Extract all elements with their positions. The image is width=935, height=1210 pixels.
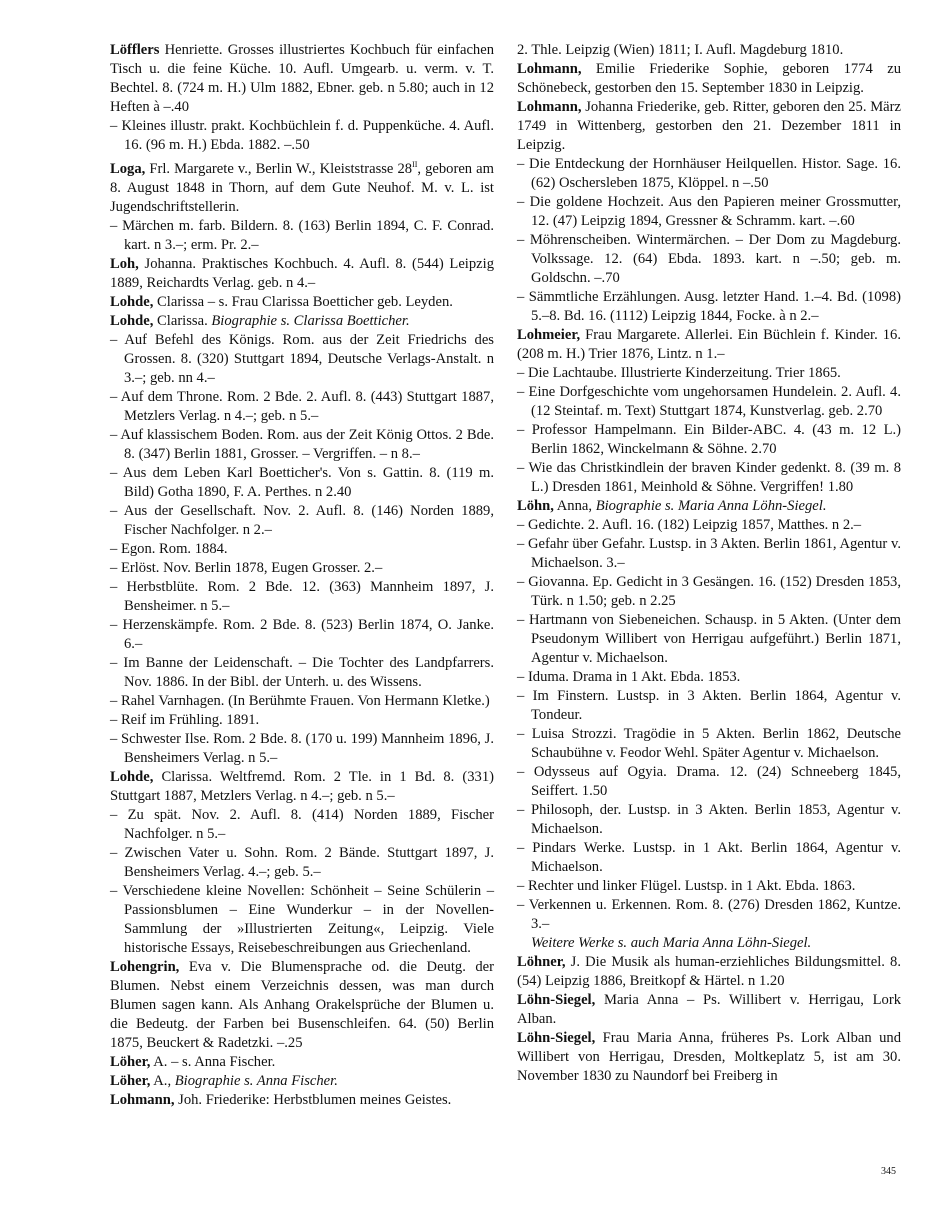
entry-headword: Loh, [110, 255, 139, 272]
entry-text: Clarissa. [157, 312, 208, 329]
entry-text: Johanna. Praktisches Kochbuch. 4. Aufl. 8. (544) Leipzig 1889, Reichardts Verlag. geb. n 4.– [110, 255, 494, 291]
work-item [517, 573, 901, 611]
entry-text: Anna, [556, 498, 593, 514]
entry-text: Joh. Friederike: Herbstblumen meines Geistes. [178, 1091, 452, 1108]
work-item-text: – Die Lachtaube. Illustrierte Kinderzeitung. Trier 1865. [517, 365, 841, 381]
work-item [110, 502, 494, 540]
work-item-text: – Aus der Gesellschaft. Nov. 2. Aufl. 8. (146) Norden 1889, Fischer Nachfolger. n 2.– [110, 502, 494, 538]
continuation-line [517, 41, 901, 60]
entry-biography-reference: Biographie s. Anna Fischer. [174, 1072, 338, 1089]
entry-text: Maria Anna – Ps. Willibert v. Herrigau, Lork Alban. [517, 992, 902, 1027]
entry-biography-reference: Biographie s. Maria Anna Löhn-Siegel. [595, 498, 827, 514]
entry-superscript: II [412, 160, 418, 169]
work-item-text: – Gedichte. 2. Aufl. 16. (182) Leipzig 1857, Matthes. n 2.– [517, 517, 862, 533]
work-item [517, 421, 901, 459]
entry-headword: Löher, [110, 1053, 151, 1070]
index-entry [110, 41, 494, 117]
right-column [517, 41, 901, 1086]
entry-headword: Löhner, [517, 954, 566, 970]
entry-text: Frau Margarete. Allerlei. Ein Büchlein f. Kinder. 16. (208 m. H.) Trier 1876, Lintz. n 1.– [517, 327, 901, 362]
work-item-text: – Auf klassischem Boden. Rom. aus der Zeit König Ottos. 2 Bde. 8. (347) Berlin 1881, Grosser. – Vergriffen. – n 8.– [110, 426, 494, 462]
index-entry [517, 1029, 901, 1086]
index-entry [110, 255, 494, 293]
entry-headword: Löher, [110, 1072, 151, 1089]
work-item [110, 559, 494, 578]
work-item-text: – Die goldene Hochzeit. Aus den Papieren meiner Grossmutter, 12. (47) Leipzig 1894, Gressner & Schramm. kart. –.60 [517, 194, 901, 229]
left-column [110, 41, 494, 1110]
work-item [517, 535, 901, 573]
work-item [110, 217, 494, 255]
work-item [110, 331, 494, 388]
index-entry [517, 98, 901, 155]
work-item [517, 896, 901, 934]
index-entry [517, 326, 901, 364]
work-item-text: – Pindars Werke. Lustsp. in 1 Akt. Berlin 1864, Agentur v. Michaelson. [517, 840, 901, 875]
work-item [517, 687, 901, 725]
entry-headword: Lohde, [110, 312, 154, 329]
work-item [110, 844, 494, 882]
work-item-text: – Reif im Frühling. 1891. [110, 711, 260, 728]
index-entry [517, 497, 901, 516]
work-item [110, 388, 494, 426]
work-item-text: – Herzenskämpfe. Rom. 2 Bde. 8. (523) Berlin 1874, O. Janke. 6.– [110, 616, 494, 652]
index-entry [517, 991, 901, 1029]
see-also-text: Weitere Werke s. auch Maria Anna Löhn-Siegel. [531, 935, 812, 951]
work-item-text: – Gefahr über Gefahr. Lustsp. in 3 Akten. Berlin 1861, Agentur v. Michaelson. 3.– [517, 536, 901, 571]
work-item [110, 616, 494, 654]
entry-text: Clarissa. Weltfremd. Rom. 2 Tle. in 1 Bd. 8. (331) Stuttgart 1887, Metzlers Verlag. n 4.–; geb. n 5.– [110, 768, 494, 804]
entry-headword: Löhn-Siegel, [517, 1030, 596, 1046]
work-item [110, 882, 494, 958]
work-item [110, 654, 494, 692]
work-item-text: – Erlöst. Nov. Berlin 1878, Eugen Grosser. 2.– [110, 559, 383, 576]
work-item-text: – Auf Befehl des Königs. Rom. aus der Zeit Friedrichs des Grossen. 8. (320) Stuttgart 1894, Deutsche Verlags-Anstalt. n 3.–; geb. nn 4.– [110, 331, 494, 386]
work-item-text: – Rahel Varnhagen. (In Berühmte Frauen. Von Hermann Kletke.) [110, 692, 490, 709]
continuation-text: 2. Thle. Leipzig (Wien) 1811; I. Aufl. Magdeburg 1810. [517, 42, 844, 58]
work-item [517, 516, 901, 535]
work-item-text: – Herbstblüte. Rom. 2 Bde. 12. (363) Mannheim 1897, J. Bensheimer. n 5.– [110, 578, 494, 614]
entry-headword: Lohengrin, [110, 958, 180, 975]
work-item [517, 725, 901, 763]
work-item-text: – Iduma. Drama in 1 Akt. Ebda. 1853. [517, 669, 741, 685]
work-item [517, 155, 901, 193]
entry-headword: Lohde, [110, 293, 154, 310]
index-entry [110, 293, 494, 312]
work-item [517, 383, 901, 421]
index-entry [110, 155, 494, 217]
work-item [517, 801, 901, 839]
work-item [110, 117, 494, 155]
work-item-text: – Aus dem Leben Karl Boetticher's. Von s. Gattin. 8. (119 m. Bild) Gotha 1890, F. A. Perthes. n 2.40 [110, 464, 494, 500]
entry-biography-reference: Biographie s. Clarissa Boetticher. [211, 312, 410, 329]
work-item-text: – Zu spät. Nov. 2. Aufl. 8. (414) Norden 1889, Fischer Nachfolger. n 5.– [110, 806, 494, 842]
work-item-text: – Odysseus auf Ogyia. Drama. 12. (24) Schneeberg 1845, Seiffert. 1.50 [517, 764, 901, 799]
work-item-text: – Möhrenscheiben. Wintermärchen. – Der Dom zu Magdeburg. Volkssage. 12. (64) Ebda. 1893. kart. n –.50; geb. m. Goldschn. –.70 [517, 232, 901, 286]
work-item [517, 364, 901, 383]
work-item [517, 231, 901, 288]
work-item [517, 459, 901, 497]
see-also-note [517, 934, 901, 953]
work-item [110, 730, 494, 768]
work-item-text: – Professor Hampelmann. Ein Bilder-ABC. 4. (43 m. 12 L.) Berlin 1862, Winckelmann & Söhne. 2.70 [517, 422, 901, 457]
work-item-text: – Luisa Strozzi. Tragödie in 5 Akten. Berlin 1862, Deutsche Schaubühne v. Feodor Wehl. Später Agentur v. Michaelson. [517, 726, 901, 761]
work-item [517, 877, 901, 896]
work-item-text: – Sämmtliche Erzählungen. Ausg. letzter Hand. 1.–4. Bd. (1098) 5.–8. Bd. 16. (1112) Leipzig 1844, Focke. à n 2.– [517, 289, 901, 324]
index-entry [110, 1091, 494, 1110]
entry-headword: Löhn, [517, 498, 554, 514]
work-item-text: – Märchen m. farb. Bildern. 8. (163) Berlin 1894, C. F. Conrad. kart. n 3.–; erm. Pr. 2.– [110, 217, 494, 253]
work-item [110, 578, 494, 616]
work-item-text: – Im Banne der Leidenschaft. – Die Tochter des Landpfarrers. Nov. 1886. In der Bibl. der Unterh. u. des Wissens. [110, 654, 494, 690]
index-entry [110, 768, 494, 806]
work-item-text: – Kleines illustr. prakt. Kochbüchlein f. d. Puppenküche. 4. Aufl. 16. (96 m. H.) Ebda. 1882. –.50 [110, 118, 494, 153]
work-item-text: – Zwischen Vater u. Sohn. Rom. 2 Bände. Stuttgart 1897, J. Bensheimers Verlag. 4.–; geb. 5.– [110, 844, 494, 880]
work-item [110, 540, 494, 559]
entry-headword: Lohmann, [517, 99, 582, 115]
entry-text: Eva v. Die Blumensprache od. die Deutg. der Blumen. Nebst einem Verzeichnis dessen, was man durch Blumen sagen kann. Als Anhang Orakelsprüche der Blumen u. die Bedeutg. der Farben bei Busenschleifen. 64. (50) Berlin 1875, Beuckert & Radetzki. –.25 [110, 958, 494, 1051]
index-entry [110, 958, 494, 1053]
entry-text: Frau Maria Anna, früheres Ps. Lork Alban und Willibert von Herrigau, Dresden, Moltkeplatz 5, ist am 30. November 1830 zu Naundorf bei Freiberg in [517, 1030, 901, 1084]
work-item-text: – Egon. Rom. 1884. [110, 540, 228, 557]
entry-text: A. – s. Anna Fischer. [153, 1053, 276, 1070]
work-item-text: – Schwester Ilse. Rom. 2 Bde. 8. (170 u. 199) Mannheim 1896, J. Bensheimers Verlag. n 5.– [110, 730, 494, 766]
entry-text-continued: , geboren am 8. August 1848 in Thorn, auf dem Gute Neuhof. M. v. L. ist Jugendschriftstellerin. [110, 160, 494, 215]
entry-text: Clarissa – s. Frau Clarissa Boetticher geb. Leyden. [157, 293, 453, 310]
work-item-text: – Rechter und linker Flügel. Lustsp. in 1 Akt. Ebda. 1863. [517, 878, 856, 894]
index-entry [110, 312, 494, 331]
work-item [517, 668, 901, 687]
work-item-text: – Hartmann von Siebeneichen. Schausp. in 5 Akten. (Unter dem Pseudonym Willibert von Herrigau aufgeführt.) Berlin 1871, Agentur v. Michaelson. [517, 612, 901, 666]
work-item [110, 806, 494, 844]
work-item [517, 611, 901, 668]
entry-text: Johanna Friederike, geb. Ritter, geboren den 25. März 1749 in Wittenberg, gestorben den 21. Dezember 1811 in Leipzig. [517, 99, 901, 153]
entry-headword: Loga, [110, 160, 146, 177]
work-item [517, 763, 901, 801]
work-item [517, 193, 901, 231]
entry-headword: Lohmann, [517, 61, 582, 77]
work-item-text: – Wie das Christkindlein der braven Kinder gedenkt. 8. (39 m. 8 L.) Dresden 1861, Meinhold & Söhne. Vergriffen! 1.80 [517, 460, 901, 495]
index-entry [517, 60, 901, 98]
work-item [110, 711, 494, 730]
entry-headword: Lohmeier, [517, 327, 581, 343]
work-item-text: – Im Finstern. Lustsp. in 3 Akten. Berlin 1864, Agentur v. Tondeur. [517, 688, 901, 723]
work-item [110, 464, 494, 502]
entry-headword: Lohde, [110, 768, 154, 785]
work-item [110, 692, 494, 711]
work-item-text: – Verkennen u. Erkennen. Rom. 8. (276) Dresden 1862, Kuntze. 3.– [517, 897, 901, 932]
page-number: 345 [881, 1166, 896, 1177]
index-entry [110, 1053, 494, 1072]
work-item [110, 426, 494, 464]
entry-headword: Löhn-Siegel, [517, 992, 596, 1008]
entry-headword: Löfflers [110, 42, 160, 58]
entry-text: Frl. Margarete v., Berlin W., Kleiststrasse 28 [149, 160, 413, 177]
work-item-text: – Auf dem Throne. Rom. 2 Bde. 2. Aufl. 8. (443) Stuttgart 1887, Metzlers Verlag. n 4.–; geb. n 5.– [110, 388, 494, 424]
index-entry [110, 1072, 494, 1091]
work-item [517, 288, 901, 326]
work-item-text: – Eine Dorfgeschichte vom ungehorsamen Hundelein. 2. Aufl. 4. (12 Steintaf. m. Text) Stuttgart 1874, Kunstverlag. geb. 2.70 [517, 384, 901, 419]
entry-text: J. Die Musik als human-erziehliches Bildungsmittel. 8. (54) Leipzig 1886, Breitkopf & Härtel. n 1.20 [517, 954, 901, 989]
entry-headword: Lohmann, [110, 1091, 175, 1108]
work-item-text: – Verschiedene kleine Novellen: Schönheit – Seine Schülerin – Passionsblumen – Eine Wunderkur – in der Novellen-Sammlung der »Illustrierten Zeitung«, Leipzig. Viele historische Essays, Reisebeschreibungen aus Griechenland. [110, 882, 494, 956]
entry-text: Emilie Friederike Sophie, geboren 1774 zu Schönebeck, gestorben den 15. September 1830 in Leipzig. [517, 61, 901, 96]
work-item-text: – Die Entdeckung der Hornhäuser Heilquellen. Histor. Sage. 16. (62) Oschersleben 1875, Klöppel. n –.50 [517, 156, 901, 191]
entry-text: A., [153, 1072, 172, 1089]
index-entry [517, 953, 901, 991]
work-item [517, 839, 901, 877]
work-item-text: – Philosoph, der. Lustsp. in 3 Akten. Berlin 1853, Agentur v. Michaelson. [517, 802, 901, 837]
entry-text: Henriette. Grosses illustriertes Kochbuch für einfachen Tisch u. die feine Küche. 10. Aufl. Umgearb. u. verm. v. T. Bechtel. 8. (724 m. H.) Ulm 1882, Ebner. geb. n 5.80; auch in 12 Heften à –.40 [110, 42, 494, 115]
work-item-text: – Giovanna. Ep. Gedicht in 3 Gesängen. 16. (152) Dresden 1853, Türk. n 1.50; geb. n 2.25 [517, 574, 901, 609]
